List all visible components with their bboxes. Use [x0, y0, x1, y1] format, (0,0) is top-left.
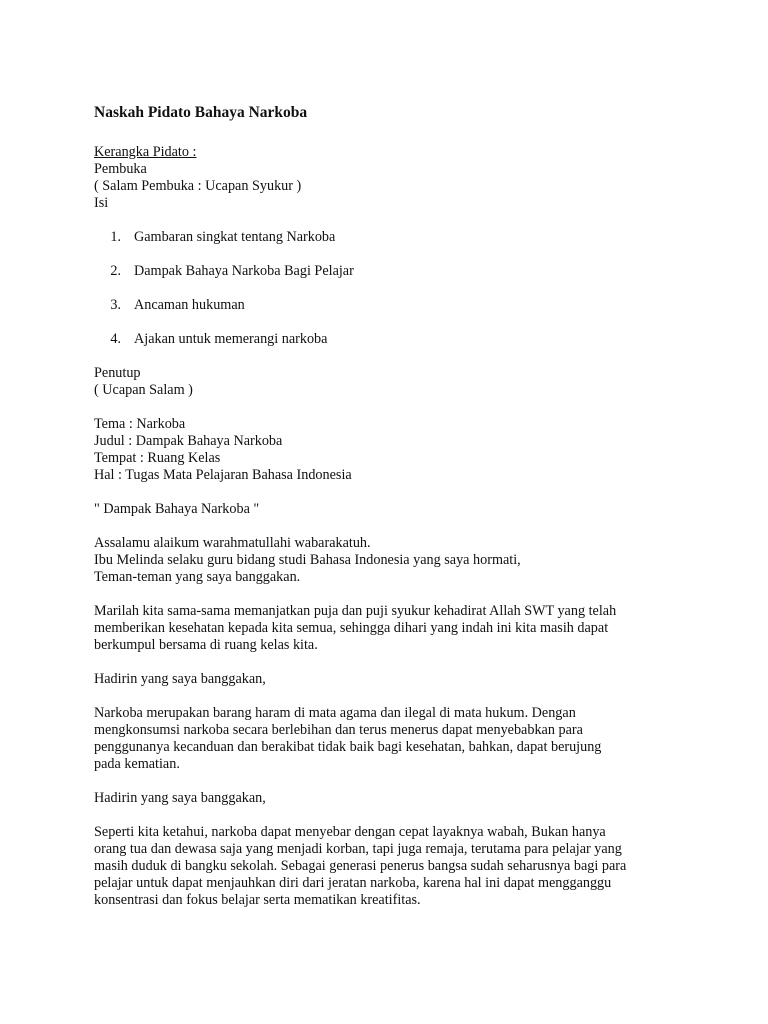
paragraph-2 [94, 705, 684, 773]
greeting-line: Assalamu alaikum warahmatullahi wabarakatuh. [94, 535, 371, 551]
outline-list [94, 229, 684, 348]
greeting-paragraph [94, 535, 684, 586]
paragraph-line: orang tua dan dewasa saja yang menjadi korban, tapi juga remaja, terutama para pelajar yang [94, 841, 622, 857]
paragraph-line: berkumpul bersama di ruang kelas kita. [94, 637, 318, 653]
paragraph-line: masih duduk di bangku sekolah. Sebagai generasi penerus bangsa sudah seharusnya bagi para [94, 858, 627, 874]
meta-judul: Judul : Dampak Bahaya Narkoba [94, 433, 283, 449]
outline-closing-label: Penutup [94, 365, 141, 381]
list-item [94, 229, 684, 246]
document-page [94, 104, 684, 909]
spacer [94, 586, 684, 603]
list-item-number: 1. [110, 229, 121, 245]
address-line-1: Hadirin yang saya banggakan, [94, 671, 266, 687]
spacer [94, 399, 684, 416]
paragraph-1 [94, 603, 684, 654]
paragraph-line: memberikan kesehatan kepada kita semua, sehingga dihari yang indah ini kita masih dapat [94, 620, 609, 636]
list-item [94, 331, 684, 348]
list-item-number: 2. [110, 263, 121, 279]
spacer [94, 688, 684, 705]
spacer [94, 518, 684, 535]
greeting-line: Teman-teman yang saya banggakan. [94, 569, 301, 585]
outline-opening-detail: ( Salam Pembuka : Ucapan Syukur ) [94, 178, 302, 194]
list-item-text: Ajakan untuk memerangi narkoba [134, 331, 328, 347]
paragraph-line: Marilah kita sama-sama memanjatkan puja dan puji syukur kehadirat Allah SWT yang telah [94, 603, 617, 619]
spacer [94, 807, 684, 824]
outline-heading: Kerangka Pidato : [94, 144, 197, 160]
list-item-text: Dampak Bahaya Narkoba Bagi Pelajar [134, 263, 354, 279]
paragraph-line: pada kematian. [94, 756, 180, 772]
meta-tema: Tema : Narkoba [94, 416, 186, 432]
outline-body-label: Isi [94, 195, 109, 211]
meta-tempat: Tempat : Ruang Kelas [94, 450, 221, 466]
paragraph-line: Narkoba merupakan barang haram di mata agama dan ilegal di mata hukum. Dengan [94, 705, 576, 721]
paragraph-line: pelajar untuk dapat menjauhkan diri dari jeratan narkoba, karena hal ini dapat mengganggu [94, 875, 612, 891]
address-line-2: Hadirin yang saya banggakan, [94, 790, 266, 806]
spacer [94, 654, 684, 671]
spacer [94, 212, 684, 229]
paragraph-line: Seperti kita ketahui, narkoba dapat menyebar dengan cepat layaknya wabah, Bukan hanya [94, 824, 606, 840]
list-item-number: 3. [110, 297, 121, 313]
list-item-text: Ancaman hukuman [134, 297, 245, 313]
list-item-number: 4. [110, 331, 121, 347]
document-title: Naskah Pidato Bahaya Narkoba [94, 104, 308, 121]
paragraph-line: penggunanya kecanduan dan berakibat tidak baik bagi kesehatan, bahkan, dapat berujung [94, 739, 602, 755]
spacer [94, 484, 684, 501]
paragraph-3 [94, 824, 684, 909]
greeting-line: Ibu Melinda selaku guru bidang studi Bahasa Indonesia yang saya hormati, [94, 552, 521, 568]
spacer [94, 773, 684, 790]
paragraph-line: konsentrasi dan fokus belajar serta mematikan kreatifitas. [94, 892, 421, 908]
list-item [94, 263, 684, 280]
paragraph-line: mengkonsumsi narkoba secara berlebihan dan terus menerus dapat menyebabkan para [94, 722, 583, 738]
outline-opening-label: Pembuka [94, 161, 147, 177]
outline-closing-detail: ( Ucapan Salam ) [94, 382, 193, 398]
list-item-text: Gambaran singkat tentang Narkoba [134, 229, 336, 245]
speech-title: " Dampak Bahaya Narkoba " [94, 501, 260, 517]
list-item [94, 297, 684, 314]
meta-hal: Hal : Tugas Mata Pelajaran Bahasa Indonesia [94, 467, 352, 483]
